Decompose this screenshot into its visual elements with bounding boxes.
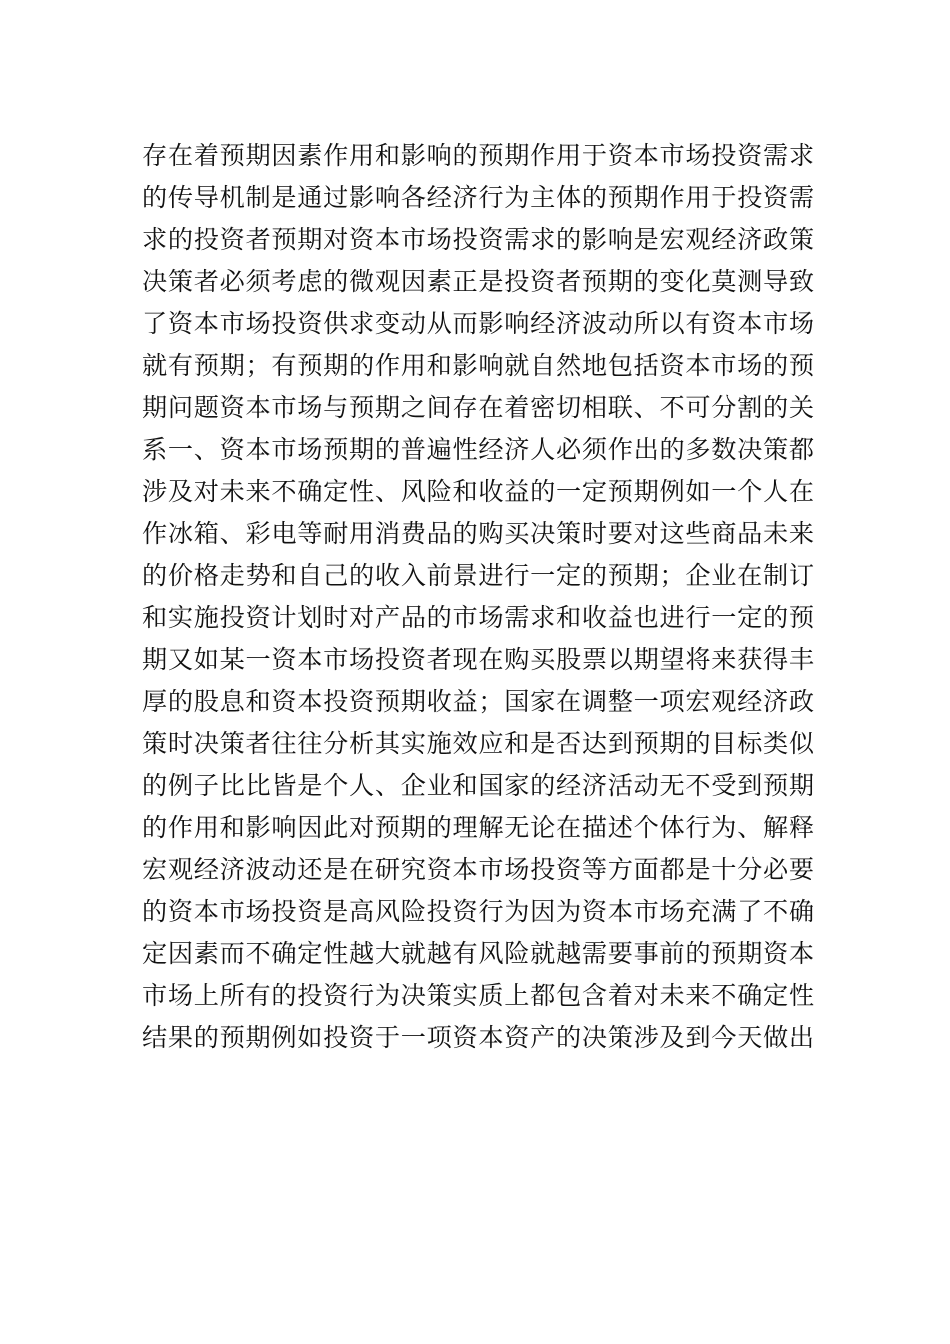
text-line: 结果的预期例如投资于一项资本资产的决策涉及到今天做出 xyxy=(142,1023,814,1052)
text-line: 了资本市场投资供求变动从而影响经济波动所以有资本市场 xyxy=(142,309,814,338)
body-text xyxy=(142,135,814,1059)
text-line: 宏观经济波动还是在研究资本市场投资等方面都是十分必要 xyxy=(142,855,814,884)
text-line: 涉及对未来不确定性、风险和收益的一定预期例如一个人在 xyxy=(142,477,814,506)
text-line: 策时决策者往往分析其实施效应和是否达到预期的目标类似 xyxy=(142,729,814,758)
text-line: 就有预期；有预期的作用和影响就自然地包括资本市场的预 xyxy=(142,351,814,380)
text-line: 厚的股息和资本投资预期收益；国家在调整一项宏观经济政 xyxy=(142,687,814,716)
text-line: 求的投资者预期对资本市场投资需求的影响是宏观经济政策 xyxy=(142,225,814,254)
text-line: 的资本市场投资是高风险投资行为因为资本市场充满了不确 xyxy=(142,897,814,926)
text-line: 作冰箱、彩电等耐用消费品的购买决策时要对这些商品未来 xyxy=(142,519,814,548)
text-line: 定因素而不确定性越大就越有风险就越需要事前的预期资本 xyxy=(142,939,814,968)
text-line: 的例子比比皆是个人、企业和国家的经济活动无不受到预期 xyxy=(142,771,814,800)
text-line: 的传导机制是通过影响各经济行为主体的预期作用于投资需 xyxy=(142,183,814,212)
text-line: 决策者必须考虑的微观因素正是投资者预期的变化莫测导致 xyxy=(142,267,814,296)
text-line: 市场上所有的投资行为决策实质上都包含着对未来不确定性 xyxy=(142,981,814,1010)
text-line: 的作用和影响因此对预期的理解无论在描述个体行为、解释 xyxy=(142,813,814,842)
text-line: 期又如某一资本市场投资者现在购买股票以期望将来获得丰 xyxy=(142,645,814,674)
text-line: 存在着预期因素作用和影响的预期作用于资本市场投资需求 xyxy=(142,141,814,170)
text-line: 和实施投资计划时对产品的市场需求和收益也进行一定的预 xyxy=(142,603,814,632)
text-line: 的价格走势和自己的收入前景进行一定的预期；企业在制订 xyxy=(142,561,814,590)
text-line: 期问题资本市场与预期之间存在着密切相联、不可分割的关 xyxy=(142,393,814,422)
text-line: 系一、资本市场预期的普遍性经济人必须作出的多数决策都 xyxy=(142,435,814,464)
